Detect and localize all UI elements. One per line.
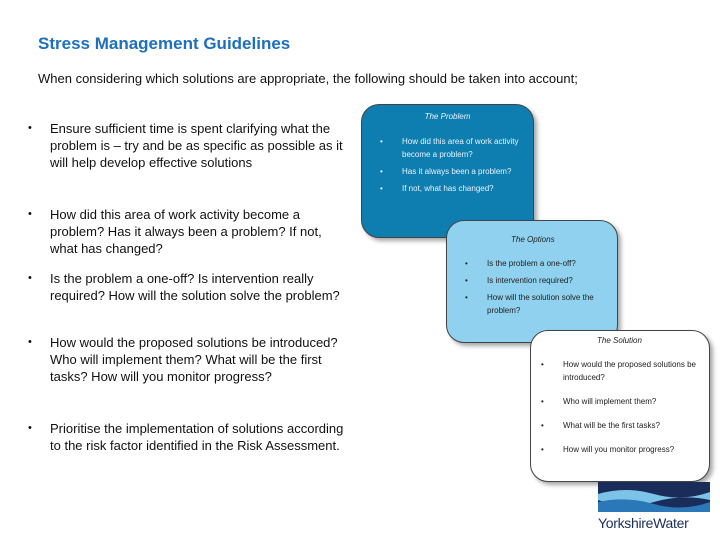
list-item: [465, 291, 610, 317]
list-item-text: Is intervention required?: [487, 276, 573, 285]
bullet-icon: •: [28, 208, 32, 220]
bullet-icon: •: [28, 422, 32, 434]
list-item: [380, 135, 525, 161]
list-item: [541, 395, 701, 408]
list-item: [541, 358, 701, 384]
options-box-title: The Options: [511, 235, 555, 244]
list-item: [380, 182, 525, 195]
list-item-text: How will the solution solve the problem?: [487, 293, 594, 315]
water-waves-icon: [596, 480, 714, 514]
problem-list: [380, 135, 525, 199]
list-item: [28, 334, 348, 420]
list-item-text: If not, what has changed?: [402, 184, 494, 193]
bullet-icon: •: [541, 445, 544, 454]
bullet-icon: •: [465, 293, 468, 302]
list-item: [28, 120, 348, 206]
problem-box: [361, 104, 534, 238]
list-item: [541, 419, 701, 432]
bullet-icon: •: [541, 397, 544, 406]
intro-text: When considering which solutions are appropriate, the following should be taken into account;: [38, 71, 578, 86]
bullet-icon: •: [380, 167, 383, 176]
bullet-icon: •: [28, 272, 32, 284]
bullet-icon: •: [28, 122, 32, 134]
list-item: [380, 165, 525, 178]
options-box: [446, 220, 618, 343]
company-logo: [596, 480, 714, 532]
list-item: [28, 206, 348, 270]
page-title: Stress Management Guidelines: [38, 34, 291, 53]
bullet-icon: •: [380, 137, 383, 146]
list-item-text: Has it always been a problem?: [402, 167, 512, 176]
bullet-icon: •: [541, 360, 544, 369]
problem-box-title: The Problem: [424, 112, 471, 121]
list-item-text: Ensure sufficient time is spent clarifying what the problem is – try and be as specific as possible as it will help develop effective solutions: [50, 121, 343, 170]
solution-box: [530, 330, 710, 482]
list-item: [465, 257, 610, 270]
list-item-text: Prioritise the implementation of solutions according to the risk factor identified in the Risk Assessment.: [50, 421, 344, 453]
guideline-list: [28, 120, 348, 484]
list-item-text: What will be the first tasks?: [563, 421, 660, 430]
list-item-text: How did this area of work activity become a problem? Has it always been a problem? If not, what has changed?: [50, 207, 322, 256]
list-item: [465, 274, 610, 287]
list-item: [28, 420, 348, 484]
options-list: [465, 257, 610, 321]
list-item-text: Who will implement them?: [563, 397, 657, 406]
list-item-text: How would the proposed solutions be introduced? Who will implement them? What will be the first tasks? How will you monitor progress?: [50, 335, 338, 384]
bullet-icon: •: [541, 421, 544, 430]
bullet-icon: •: [380, 184, 383, 193]
bullet-icon: •: [465, 276, 468, 285]
list-item-text: How did this area of work activity become a problem?: [402, 137, 519, 159]
bullet-icon: •: [465, 259, 468, 268]
solution-list: [541, 358, 701, 467]
list-item: [541, 443, 701, 456]
bullet-icon: •: [28, 336, 32, 348]
list-item-text: Is the problem a one-off? Is intervention really required? How will the solution solve the problem?: [50, 271, 340, 303]
list-item: [28, 270, 348, 334]
list-item-text: How would the proposed solutions be introduced?: [563, 360, 696, 382]
list-item-text: How will you monitor progress?: [563, 445, 675, 454]
logo-text: YorkshireWater: [598, 515, 689, 531]
list-item-text: Is the problem a one-off?: [487, 259, 576, 268]
solution-box-title: The Solution: [597, 336, 642, 345]
